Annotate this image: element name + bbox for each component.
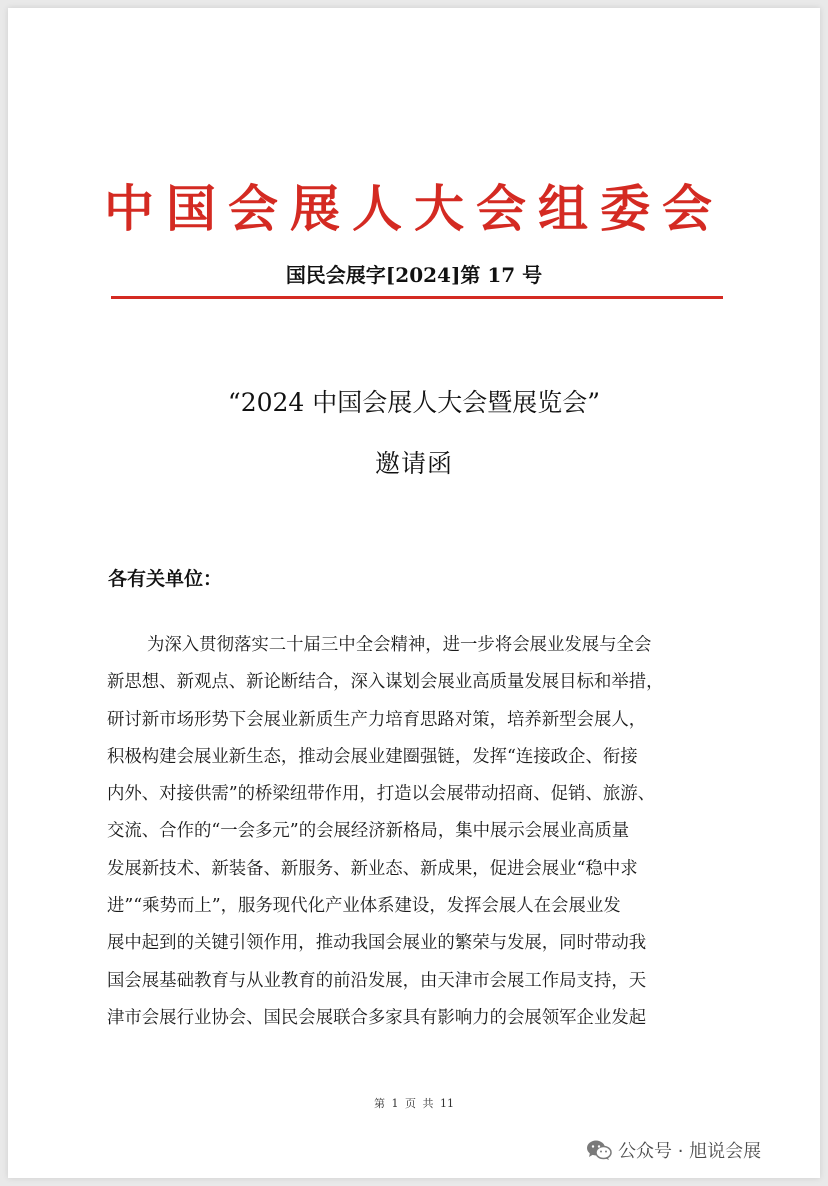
wechat-icon <box>586 1139 612 1161</box>
body-line: 津市会展行业协会、国民会展联合多家具有影响力的会展领军企业发起 <box>107 1007 647 1028</box>
body-line: 为深入贯彻落实二十届三中全会精神，进一步将会展业发展与全会 <box>147 635 652 655</box>
body-line: 交流、合作的“一会多元”的会展经济新格局，集中展示会展业高质量 <box>107 821 630 842</box>
letterhead-red-rule <box>111 296 723 299</box>
body-line: 新思想、新观点、新论断结合，深入谋划会展业高质量发展目标和举措， <box>107 672 664 693</box>
salutation: 各有关单位： <box>108 568 223 590</box>
document-subtitle: 邀请函 <box>374 449 453 478</box>
page-number-footer: 第 1 页 共 11 <box>374 1097 454 1110</box>
body-line: 国会展基础教育与从业教育的前沿发展，由天津市会展工作局支持，天 <box>107 970 647 991</box>
body-text <box>107 627 727 1037</box>
wechat-watermark <box>586 1136 761 1164</box>
letterhead-org-name: 中国会展人大会组委会 <box>104 179 724 238</box>
body-line: 发展新技术、新装备、新服务、新业态、新成果，促进会展业“稳中求 <box>107 858 638 879</box>
document-number: 国民会展字[2024]第 17 号 <box>285 263 543 287</box>
document-page <box>8 8 820 1178</box>
body-line: 积极构建会展业新生态，推动会展业建圈强链，发挥“连接政企、衔接 <box>107 746 638 767</box>
body-line: 研讨新市场形势下会展业新质生产力培育思路对策，培养新型会展人， <box>107 709 647 730</box>
body-line: 展中起到的关键引领作用，推动我国会展业的繁荣与发展，同时带动我 <box>107 933 647 954</box>
body-line: 进”“乘势而上”，服务现代化产业体系建设，发挥会展人在会展业发 <box>107 896 621 917</box>
document-title: “2024 中国会展人大会暨展览会” <box>227 388 601 417</box>
body-line: 内外、对接供需”的桥梁纽带作用，打造以会展带动招商、促销、旅游、 <box>107 784 656 805</box>
watermark-text: 公众号 · 旭说会展 <box>618 1141 762 1162</box>
